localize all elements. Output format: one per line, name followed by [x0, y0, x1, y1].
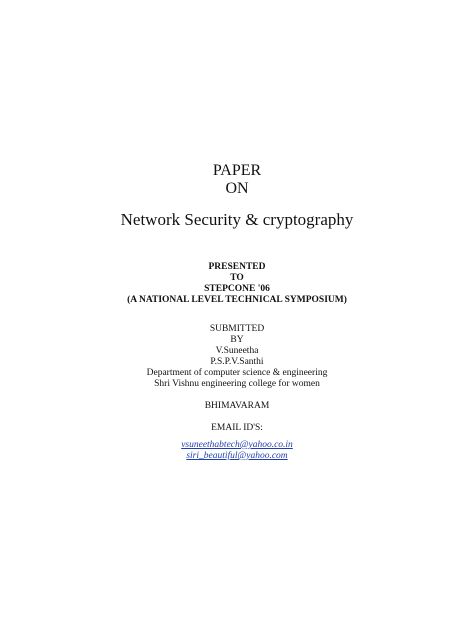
author-1: V.Suneetha	[215, 346, 259, 356]
email-link[interactable]: siri_beautiful@yahoo.com	[186, 451, 288, 461]
email-row	[0, 445, 474, 463]
college: Shri Vishnu engineering college for women	[154, 379, 320, 389]
presented-to: TO	[230, 273, 244, 283]
heading-on: ON	[225, 180, 249, 197]
author-2: P.S.P.V.Santhi	[210, 357, 264, 367]
heading-paper: PAPER	[212, 162, 262, 179]
paper-title: Network Security & cryptography	[120, 210, 354, 229]
presented-label: PRESENTED	[208, 262, 266, 272]
email-link[interactable]: vsuneethabtech@yahoo.co.in	[181, 440, 293, 450]
submitted-by: BY	[230, 335, 244, 345]
department: Department of computer science & engineering	[146, 368, 328, 378]
submitted-label: SUBMITTED	[209, 324, 265, 334]
location: BHIMAVARAM	[204, 401, 270, 411]
event-description: (A NATIONAL LEVEL TECHNICAL SYMPOSIUM)	[127, 295, 347, 305]
event-name: STEPCONE '06	[204, 284, 270, 294]
email-label: EMAIL ID'S:	[211, 423, 263, 433]
